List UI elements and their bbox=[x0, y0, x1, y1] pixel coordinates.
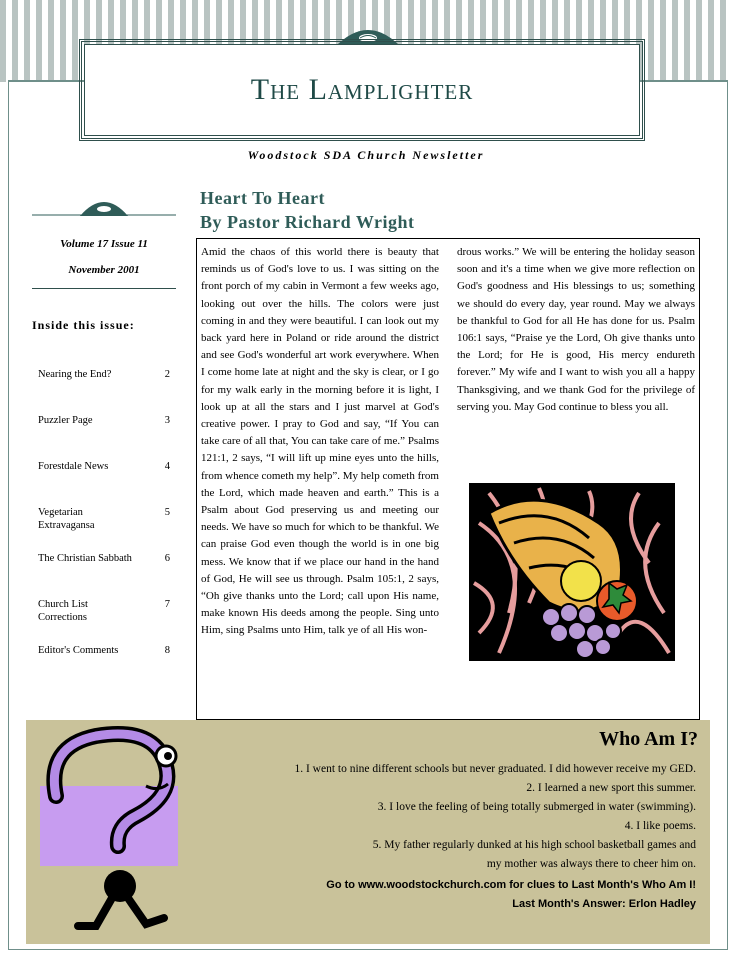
toc-label: Editor's Comments bbox=[38, 645, 119, 656]
toc-label: The Christian Sabbath bbox=[38, 553, 132, 564]
article-box bbox=[196, 238, 700, 720]
masthead-box bbox=[84, 44, 640, 136]
toc-label: Nearing the End? bbox=[38, 369, 112, 380]
toc-page: 2 bbox=[164, 369, 170, 380]
list-item: 5. My father regularly dunked at his high school basketball games and bbox=[372, 839, 696, 851]
toc-label: Puzzler Page bbox=[38, 415, 93, 426]
leaf-ornament-icon bbox=[32, 196, 176, 216]
article-headline bbox=[200, 186, 415, 234]
website-clue-link[interactable]: Go to www.woodstockchurch.com for clues to Last Month's Who Am I! bbox=[326, 879, 696, 891]
toc-label: Vegetarian Extravagansa bbox=[38, 507, 95, 531]
toc-page: 5 bbox=[164, 507, 170, 518]
issue-date: November 2001 bbox=[68, 264, 140, 276]
last-month-answer: Last Month's Answer: Erlon Hadley bbox=[512, 898, 696, 910]
list-item: my mother was always there to cheer him on. bbox=[486, 858, 696, 870]
article-column-1: Amid the chaos of this world there is beauty that reminds us of God's love to us. I was sitting on the front porch of my cabin in Vermont a few weeks ago, looking out over the hills. The colors were just coming in and they were beautiful. I can look out my back yard here in Poland or ride around the district and see God's wonderful art work everywhere. When I come home late at night and the sky is clear, or I go for my walk early in the morning before it is light, I look up at all the stars and I just marvel at God's creative power. I pray to God and say, “If You can take care of all that, You can take care of me.” Psalms 121:1, 2 says, “I will lift up mine eyes unto the hills, from whence cometh my help”. My help cometh from the Lord, which made heaven and earth.” This is a Psalm about God preserving us and meeting our needs. We have so much for which to be thankful. We can praise God even though the world is in one big mess. We know that if we place our hand in the hand of God, He will see us through. Psalm 105:1, 2 says, “Oh give thanks unto the Lord; call upon His name, make known His deeds among the people. Sing unto Him, sing Psalms unto Him, talk ye of all His won- bbox=[201, 246, 439, 637]
headline-byline: By Pastor Richard Wright bbox=[200, 212, 415, 232]
cornucopia-clipart bbox=[469, 483, 675, 661]
inside-heading: Inside this issue: bbox=[32, 318, 135, 332]
toc-page: 4 bbox=[164, 461, 170, 472]
headline-line: Heart To Heart bbox=[200, 188, 325, 208]
sidebar-divider bbox=[32, 288, 176, 289]
toc-page: 7 bbox=[164, 599, 170, 610]
who-am-i-box bbox=[26, 720, 710, 944]
toc-label: Forestdale News bbox=[38, 461, 109, 472]
list-item: 3. I love the feeling of being totally submerged in water (swimming). bbox=[377, 801, 696, 813]
toc-page: 6 bbox=[164, 553, 170, 564]
toc-page: 3 bbox=[164, 415, 170, 426]
volume-issue: Volume 17 Issue 11 bbox=[60, 238, 148, 250]
list-item: 4. I like poems. bbox=[624, 820, 696, 832]
who-am-i-list bbox=[196, 760, 696, 874]
toc-page: 8 bbox=[164, 645, 170, 656]
who-am-i-title: Who Am I? bbox=[599, 728, 698, 750]
list-item: 1. I went to nine different schools but never graduated. I did however receive my GED. bbox=[294, 763, 696, 775]
toc-label: Church List Corrections bbox=[38, 599, 88, 623]
article-column-2: drous works.” We will be entering the holiday season soon and it's a time when we give more reflection on God's goodness and His blessings to us; something we should do every day, year round. May we always be thankful to God for all He has done for us. Psalm 106:1 says, “Praise ye the Lord, Oh give thanks unto the Lord; for He is good, His mercy endureth forever.” My wife and I want to wish you all a happy Thanksgiving, and we thank God for the privilege of serving you. May God continue to bless you all. bbox=[457, 246, 695, 413]
list-item: 2. I learned a new sport this summer. bbox=[526, 782, 696, 794]
newsletter-subtitle: Woodstock SDA Church Newsletter bbox=[247, 148, 485, 162]
who-am-i-footer bbox=[176, 876, 696, 914]
newsletter-title: The Lamplighter bbox=[250, 73, 474, 106]
